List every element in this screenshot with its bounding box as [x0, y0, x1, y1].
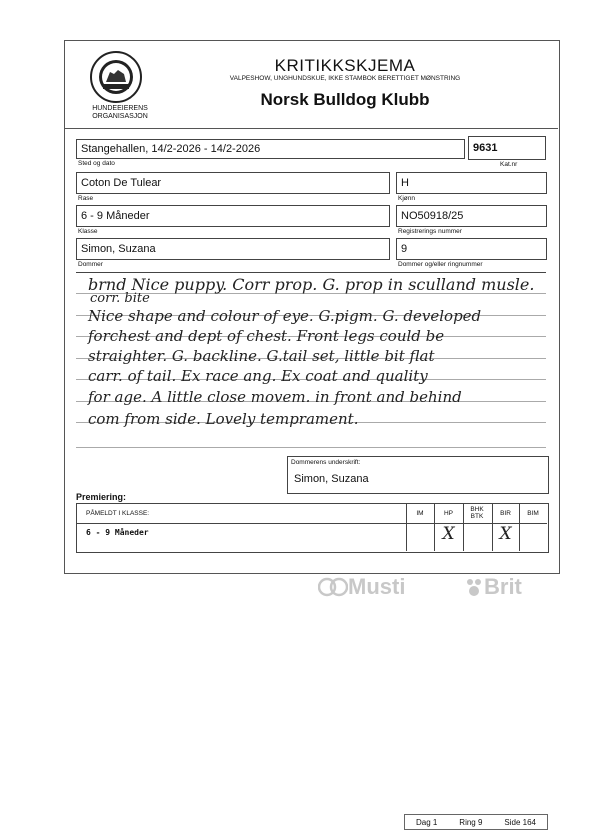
critique-line: com from side. Lovely temprament.	[88, 410, 359, 428]
musti-wordmark: Musti	[348, 574, 406, 599]
venue-field[interactable]: Stangehallen, 14/2-2026 - 14/2-2026	[76, 139, 465, 159]
sex-field[interactable]: H	[396, 172, 547, 194]
ring-field[interactable]: 9	[396, 238, 547, 260]
ring-footer-value: 9	[477, 817, 483, 827]
signature-label: Dommerens underskrift:	[291, 459, 361, 466]
reg-label: Registrerings nummer	[398, 228, 462, 235]
col-hp: HP	[443, 510, 454, 517]
club-name: Norsk Bulldog Klubb	[260, 90, 430, 109]
paw-icon	[464, 576, 484, 598]
org-line1: HUNDEEIERENS	[92, 105, 148, 112]
cat-dog-icon	[318, 576, 348, 598]
col-divider	[463, 503, 464, 551]
dag-label: Dag	[415, 817, 431, 827]
brit-wordmark: Brit	[484, 574, 522, 599]
premiering-title: Premiering:	[76, 492, 127, 502]
org-caption	[80, 105, 160, 121]
critique-line: forchest and dept of chest. Front legs could be	[88, 327, 445, 345]
reg-field[interactable]: NO50918/25	[396, 205, 547, 227]
critique-line: brnd Nice puppy. Corr prop. G. prop in sculland musle.	[88, 275, 535, 294]
col-bhk: BHK BTK	[470, 506, 484, 520]
header-divider	[64, 128, 558, 129]
critique-line: straighter. G. backline. G.tail set, little bit flat	[88, 347, 435, 365]
critique-area[interactable]	[76, 272, 546, 448]
entered-class: 6 - 9 Måneder	[86, 528, 149, 537]
col-bir: BIR	[500, 510, 511, 517]
ring-label: Dommer og/eller ringnummer	[398, 261, 483, 268]
critique-line: corr. bite	[90, 291, 150, 306]
footer-box	[404, 814, 548, 830]
side-label: Side	[504, 817, 521, 827]
footer-dag	[416, 818, 437, 827]
venue-label: Sted og dato	[78, 160, 115, 167]
critique-line: Nice shape and colour of eye. G.pigm. G. developed	[88, 307, 482, 325]
col-bim: BIM	[527, 510, 539, 517]
critique-line: for age. A little close movem. in front and behind	[88, 388, 462, 406]
footer-ring	[459, 818, 482, 827]
rule-line	[76, 447, 546, 448]
catalog-field[interactable]: 9631	[468, 136, 546, 160]
ring-footer-label: Ring	[459, 817, 476, 827]
side-value: 164	[522, 817, 536, 827]
form-title: KRITIKKSKJEMA	[274, 56, 416, 75]
brit-logo	[464, 574, 522, 600]
catalog-label: Kat.nr	[500, 161, 518, 168]
mark-bir[interactable]: X	[499, 524, 512, 544]
col-im: IM	[416, 510, 424, 517]
org-line2: ORGANISASJON	[92, 113, 148, 120]
class-label: Klasse	[78, 228, 98, 235]
judge-field[interactable]: Simon, Suzana	[76, 238, 390, 260]
rule-line	[76, 272, 546, 273]
class-header: PÅMELDT I KLASSE:	[86, 510, 150, 517]
judge-label: Dommer	[78, 261, 103, 268]
class-field[interactable]: 6 - 9 Måneder	[76, 205, 390, 227]
mark-hp[interactable]: X	[442, 524, 455, 544]
breed-label: Rase	[78, 195, 94, 202]
breed-field[interactable]: Coton De Tulear	[76, 172, 390, 194]
signature-value: Simon, Suzana	[294, 473, 369, 485]
critique-line: carr. of tail. Ex race ang. Ex coat and quality	[88, 367, 428, 385]
form-subtitle: VALPESHOW, UNGHUNDSKUE, IKKE STAMBOK BERETTIGET MØNSTRING	[229, 75, 461, 82]
footer-side	[504, 818, 536, 827]
sex-label: Kjønn	[398, 195, 415, 202]
musti-logo	[318, 574, 405, 600]
dag-value: 1	[432, 817, 438, 827]
